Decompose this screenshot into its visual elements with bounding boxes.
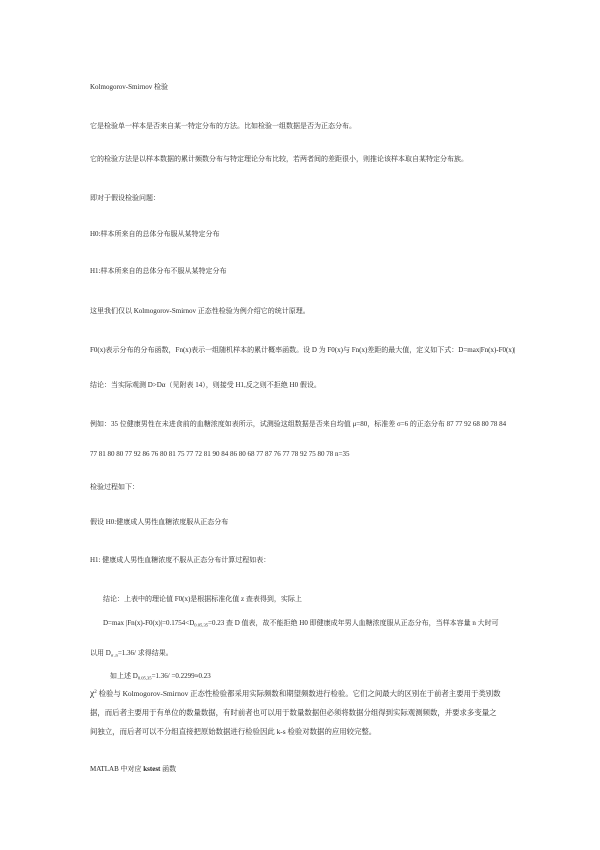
matlab-note-suffix: 函数	[160, 765, 177, 773]
test-alternative-hypothesis: H1: 健康成人男性血糖浓度不服从正态分布计算过程如表：	[90, 556, 271, 564]
conclusion-line-3	[90, 649, 173, 660]
matlab-note-prefix: MATLAB 中对应	[90, 765, 144, 773]
doc-title: Kolmogorov-Smirnov 检验	[90, 83, 168, 91]
subscript: 0.05,35	[137, 675, 152, 681]
comparison-line-2: 据，而后者主要用于有单位的数量数据，有时前者也可以用于数量数据但必须将数据分组得到实际观测频数，并要求多变量之	[90, 708, 497, 717]
intro-paragraph: 它是检验单一样本是否来自某一特定分布的方法。比如检验一组数据是否为正态分布。	[90, 122, 356, 130]
process-heading: 检验过程如下：	[90, 483, 139, 491]
subscript: 0.05,35	[194, 622, 209, 628]
function-name: kstest	[143, 765, 161, 773]
comparison-line-1-text: 检验与 Kolmogorov-Smirnov 正态性检验都采用实际频数和期望频数进行检验。它们之间最大的区别在于前者主要用于类别数	[96, 689, 501, 698]
subscript: α ,n	[110, 652, 118, 658]
alternative-hypothesis: H1:样本所来自的总体分布不服从某特定分布	[90, 267, 227, 275]
hypothesis-intro: 即对于假设检验问题：	[90, 194, 160, 202]
example-line-1: 例如：35 位健康男性在未进食前的血糖浓度如表所示，试测验这组数据是否来自均值 μ=80，标准差 σ=6 的正态分布 87 77 92 68 80 78 84	[90, 420, 507, 428]
principle-paragraph: 这里我们仅以 Kolmogorov-Smirnov 正态性检验为例介绍它的统计原理。	[90, 307, 310, 315]
conclusion-line-2-text-b: =0.23 查 D 值表，故不能拒绝 H0 即健康成年男人血糖浓度服从正态分布，当样本容量 n 大时可	[208, 619, 499, 627]
null-hypothesis: H0:样本所来自的总体分布服从某特定分布	[90, 230, 220, 238]
conclusion-line-3-text-a: 以用 D	[90, 649, 111, 657]
conclusion-line-2	[103, 619, 499, 630]
matlab-note	[90, 765, 176, 774]
chi-symbol: χ	[90, 689, 95, 699]
conclusion-line-4-text-b: =1.36/ =0.2299≈0.23	[151, 672, 211, 680]
superscript: 2	[94, 690, 97, 695]
test-null-hypothesis: 假设 H0:健康成人男性血糖浓度服从正态分布	[90, 518, 229, 526]
comparison-line-3: 间独立，而后者可以不分组直接把原始数据进行检验因此 k-s 检验对数据的应用较完整。	[90, 727, 377, 736]
conclusion-line-3-text-b: =1.36/ 求得结果。	[117, 649, 173, 657]
decision-rule: 结论：当实际观测 D>Dα（见附表 14），则接受 H1,反之则不拒绝 H0 假设。	[90, 381, 321, 389]
comparison-line-1	[90, 688, 501, 699]
example-line-2: 77 81 80 80 77 92 86 76 80 81 75 77 72 81 90 84 86 80 68 77 87 76 77 78 92 75 80 78 n=35	[90, 450, 350, 458]
conclusion-line-4-text-a: 如上述 D	[110, 672, 138, 680]
conclusion-line-4	[110, 672, 211, 683]
definition-paragraph: F0(x)表示分布的分布函数，Fn(x)表示一组随机样本的累计概率函数。设 D 为 F0(x)与 Fn(x)差距的最大值，定义如下式：D=max|Fn(x)-F0(x)|	[90, 346, 516, 354]
conclusion-line-2-text-a: D=max |Fn(x)-F0(x)|=0.1754<D	[103, 619, 195, 627]
method-paragraph: 它的检验方法是以样本数据的累计频数分布与特定理论分布比较，若两者间的差距很小，则推论该样本取自某特定分布族。	[90, 155, 468, 163]
conclusion-line-1: 结论：上表中的理论值 F0(x)是根据标准化值 z 查表得到，实际上	[103, 595, 302, 603]
